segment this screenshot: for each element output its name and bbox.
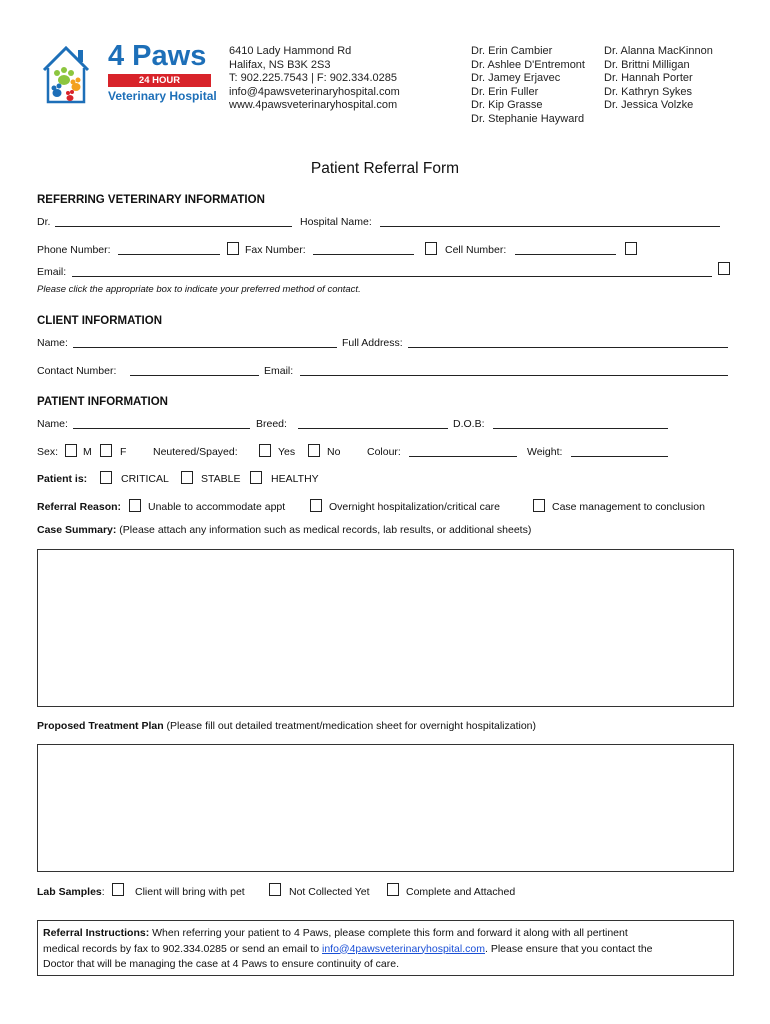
dob-label: D.O.B: xyxy=(453,418,485,430)
breed-label: Breed: xyxy=(256,418,287,430)
instructions-text-4: Doctor that will be managing the case at 4 Paws to ensure continuity of care. xyxy=(43,958,400,970)
doctor-name: Dr. Jamey Erjavec xyxy=(471,72,561,84)
treatment-plan-textarea[interactable] xyxy=(37,744,734,872)
lab-complete-checkbox[interactable] xyxy=(387,883,399,896)
client-name-label: Name: xyxy=(37,337,68,349)
sex-female-label: F xyxy=(120,446,127,458)
house-paw-icon xyxy=(40,40,102,108)
contact-number-field[interactable] xyxy=(130,375,259,376)
cell-preferred-checkbox[interactable] xyxy=(625,242,637,255)
reason-case-management-checkbox[interactable] xyxy=(533,499,545,512)
hospital-label: Hospital Name: xyxy=(300,216,372,228)
treatment-plan-heading xyxy=(37,720,536,732)
status-stable-label: STABLE xyxy=(201,473,241,485)
contact-number-label: Contact Number: xyxy=(37,365,117,377)
hospital-name-field[interactable] xyxy=(380,226,720,227)
breed-field[interactable] xyxy=(298,428,448,429)
dob-field[interactable] xyxy=(493,428,668,429)
treatment-plan-note: (Please fill out detailed treatment/medication sheet for overnight hospitalization) xyxy=(166,720,537,732)
weight-field[interactable] xyxy=(571,456,668,457)
doctor-name: Dr. Hannah Porter xyxy=(604,72,693,84)
reason-overnight-checkbox[interactable] xyxy=(310,499,322,512)
reason-case-management-label: Case management to conclusion xyxy=(552,501,705,513)
lab-client-bring-checkbox[interactable] xyxy=(112,883,124,896)
case-summary-label: Case Summary: xyxy=(37,524,117,536)
patient-status-label: Patient is: xyxy=(37,473,88,485)
doctor-name: Dr. Kathryn Sykes xyxy=(604,85,693,98)
neutered-no-checkbox[interactable] xyxy=(308,444,320,457)
referral-reason-label: Referral Reason: xyxy=(37,501,122,513)
address-line: 6410 Lady Hammond Rd xyxy=(229,45,352,57)
section-heading-referring: REFERRING VETERINARY INFORMATION xyxy=(37,194,265,206)
colour-label: Colour: xyxy=(367,446,401,458)
referring-email-field[interactable] xyxy=(72,276,712,277)
referral-instructions-box xyxy=(37,920,734,976)
instructions-text-3: . Please ensure that you contact the xyxy=(485,942,653,955)
section-heading-patient: PATIENT INFORMATION xyxy=(37,396,168,408)
fax-label: Fax Number: xyxy=(245,244,306,256)
lab-samples-label: Lab Samples: xyxy=(37,886,105,898)
doctor-name: Dr. Stephanie Hayward xyxy=(471,112,585,125)
weight-label: Weight: xyxy=(527,446,563,458)
doctor-name: Dr. Brittni Milligan xyxy=(604,58,690,71)
treatment-plan-label: Proposed Treatment Plan xyxy=(37,720,164,732)
doctor-name: Dr. Kip Grasse xyxy=(471,99,543,111)
doctor-name: Dr. Erin Cambier xyxy=(471,45,553,57)
instructions-label: Referral Instructions: xyxy=(43,927,150,939)
fax-field[interactable] xyxy=(313,254,414,255)
reason-overnight-label: Overnight hospitalization/critical care xyxy=(329,501,500,513)
doctor-name: Dr. Alanna MacKinnon xyxy=(604,45,713,57)
logo-badge: 24 HOUR xyxy=(108,74,211,87)
lab-not-collected-checkbox[interactable] xyxy=(269,883,281,896)
address-block xyxy=(229,45,400,113)
neutered-yes-checkbox[interactable] xyxy=(259,444,271,457)
logo-subtitle: Veterinary Hospital xyxy=(108,89,217,103)
status-healthy-label: HEALTHY xyxy=(271,473,319,485)
phone-label: Phone Number: xyxy=(37,244,111,256)
client-address-field[interactable] xyxy=(408,347,728,348)
lab-client-bring-label: Client will bring with pet xyxy=(135,886,245,898)
lab-not-collected-label: Not Collected Yet xyxy=(289,886,370,898)
reason-unable-label: Unable to accommodate appt xyxy=(148,501,286,513)
doctors-column-2 xyxy=(604,45,713,113)
contact-method-note: Please click the appropriate box to indicate your preferred method of contact. xyxy=(37,284,361,295)
phone-fax-line: T: 902.225.7543 | F: 902.334.0285 xyxy=(229,72,397,84)
address-label: Full Address: xyxy=(342,337,403,349)
phone-preferred-checkbox[interactable] xyxy=(227,242,239,255)
page-title: Patient Referral Form xyxy=(310,160,460,177)
status-critical-label: CRITICAL xyxy=(121,473,169,485)
status-critical-checkbox[interactable] xyxy=(100,471,112,484)
case-summary-note: (Please attach any information such as medical records, lab results, or additional sheets) xyxy=(119,524,532,536)
status-healthy-checkbox[interactable] xyxy=(250,471,262,484)
lab-complete-label: Complete and Attached xyxy=(406,886,516,898)
instructions-text-2: medical records by fax to 902.334.0285 or send an email to xyxy=(43,942,322,955)
phone-field[interactable] xyxy=(118,254,220,255)
instructions-text-1: When referring your patient to 4 Paws, please complete this form and forward it along with all pertinent xyxy=(149,927,628,939)
cell-field[interactable] xyxy=(515,254,616,255)
neutered-yes-label: Yes xyxy=(278,446,296,458)
sex-male-checkbox[interactable] xyxy=(65,444,77,457)
sex-label: Sex: xyxy=(37,446,59,458)
sex-male-label: M xyxy=(83,446,92,458)
doctors-column-1 xyxy=(471,45,585,126)
colour-field[interactable] xyxy=(409,456,517,457)
case-summary-heading xyxy=(37,524,531,536)
website-line: www.4pawsveterinaryhospital.com xyxy=(229,99,398,111)
email-preferred-checkbox[interactable] xyxy=(718,262,730,275)
client-email-field[interactable] xyxy=(300,375,728,376)
client-name-field[interactable] xyxy=(73,347,337,348)
neutered-label: Neutered/Spayed: xyxy=(153,446,238,458)
section-heading-client: CLIENT INFORMATION xyxy=(37,315,162,327)
status-stable-checkbox[interactable] xyxy=(181,471,193,484)
patient-name-field[interactable] xyxy=(73,428,250,429)
doctor-name: Dr. Ashlee D'Entremont xyxy=(471,58,585,71)
doctor-name: Dr. Erin Fuller xyxy=(471,85,539,98)
reason-unable-checkbox[interactable] xyxy=(129,499,141,512)
fax-preferred-checkbox[interactable] xyxy=(425,242,437,255)
cell-label: Cell Number: xyxy=(445,244,507,256)
neutered-no-label: No xyxy=(327,446,341,458)
address-line: Halifax, NS B3K 2S3 xyxy=(229,58,331,71)
dr-field[interactable] xyxy=(55,226,292,227)
dr-label: Dr. xyxy=(37,216,51,228)
client-email-label: Email: xyxy=(264,365,294,377)
logo xyxy=(40,40,220,115)
case-summary-textarea[interactable] xyxy=(37,549,734,707)
email-label: Email: xyxy=(37,266,67,278)
sex-female-checkbox[interactable] xyxy=(100,444,112,457)
logo-name: 4 Paws xyxy=(108,40,207,72)
instructions-email-link[interactable]: info@4pawsveterinaryhospital.com xyxy=(322,942,485,955)
doctor-name: Dr. Jessica Volzke xyxy=(604,99,694,111)
patient-name-label: Name: xyxy=(37,418,68,430)
email-line: info@4pawsveterinaryhospital.com xyxy=(229,85,400,98)
